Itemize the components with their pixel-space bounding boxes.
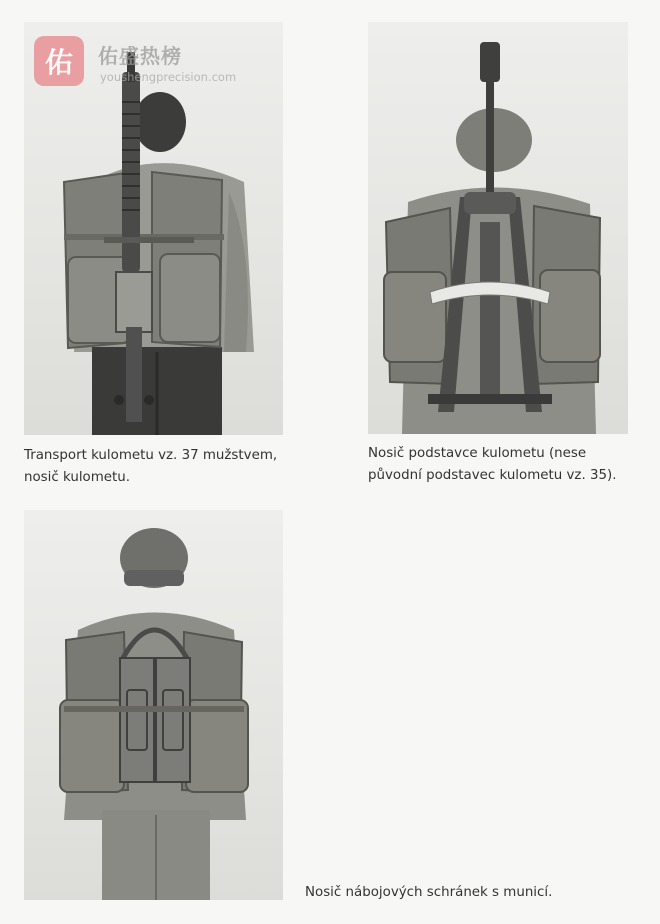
- caption-line: původní podstavec kulometu vz. 35).: [368, 468, 617, 483]
- caption-machine-gun-carrier: [24, 445, 277, 489]
- soldier-with-ammo-boxes-image: [24, 510, 283, 900]
- caption-line: Nosič podstavce kulometu (nese: [368, 446, 587, 461]
- caption-tripod-carrier: [368, 443, 616, 487]
- caption-line: nosič kulometu.: [24, 470, 131, 485]
- watermark: [34, 36, 264, 96]
- photo-ammo-box-carrier: [24, 510, 283, 900]
- caption-ammo-box-carrier: [305, 882, 552, 904]
- caption-line: Nosič nábojových schránek s municí.: [305, 885, 553, 900]
- watermark-url: youshengprecision.com: [100, 70, 237, 84]
- photo-tripod-carrier: [368, 22, 628, 434]
- watermark-logo-icon: 佑: [34, 36, 84, 86]
- caption-line: Transport kulometu vz. 37 mužstvem,: [24, 448, 278, 463]
- soldier-with-tripod-image: [368, 22, 628, 434]
- watermark-name: 佑盛热榜: [98, 44, 182, 68]
